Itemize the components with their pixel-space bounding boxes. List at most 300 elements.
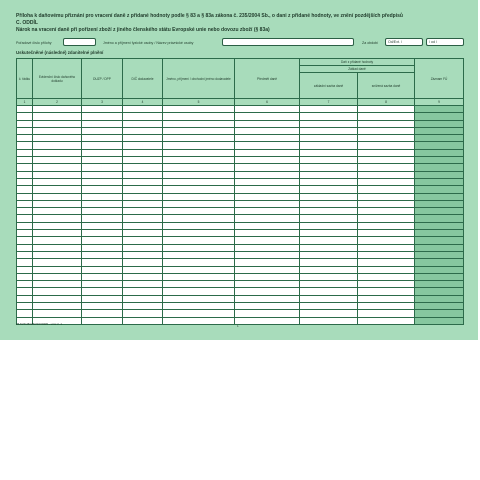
table-cell[interactable]	[235, 244, 300, 251]
table-cell[interactable]	[235, 157, 300, 164]
table-cell[interactable]	[17, 200, 33, 207]
period-to-field[interactable]: / od /	[426, 38, 464, 46]
table-cell[interactable]	[82, 303, 123, 310]
table-cell[interactable]	[82, 200, 123, 207]
table-cell[interactable]	[17, 186, 33, 193]
section-title: Uskutečněné (následné) zdanitelné plnění	[16, 50, 104, 55]
table-cell[interactable]	[123, 281, 163, 288]
table-cell[interactable]	[235, 295, 300, 302]
table-cell[interactable]	[235, 288, 300, 295]
table-cell[interactable]	[17, 157, 33, 164]
table-cell[interactable]	[17, 113, 33, 120]
table-cell[interactable]	[17, 266, 33, 273]
table-cell[interactable]	[123, 113, 163, 120]
table-cell[interactable]	[17, 230, 33, 237]
table-cell[interactable]	[358, 295, 415, 302]
table-cell[interactable]	[82, 222, 123, 229]
column-number: 3	[82, 99, 123, 106]
column-number-row	[17, 99, 464, 106]
table-cell[interactable]	[358, 149, 415, 156]
table-cell[interactable]	[300, 142, 358, 149]
table-cell[interactable]	[358, 310, 415, 317]
table-cell[interactable]	[163, 310, 235, 317]
table-cell[interactable]	[163, 113, 235, 120]
table-cell[interactable]	[358, 200, 415, 207]
table-cell[interactable]	[17, 178, 33, 185]
column-number: 6	[235, 99, 300, 106]
appendix-number-label: Pořadové číslo přílohy	[16, 41, 52, 45]
table-cell[interactable]	[163, 149, 235, 156]
col-header-tax-date: DUZP / DPP	[82, 59, 123, 99]
table-cell[interactable]	[82, 106, 123, 113]
table-cell[interactable]	[300, 281, 358, 288]
table-row	[17, 317, 464, 324]
table-cell[interactable]	[300, 127, 358, 134]
table-row	[17, 200, 464, 207]
table-cell[interactable]	[300, 251, 358, 258]
table-cell[interactable]	[415, 266, 464, 273]
table-cell[interactable]	[235, 317, 300, 324]
table-cell[interactable]	[123, 193, 163, 200]
period-from-field[interactable]: Od/Ext. /	[385, 38, 423, 46]
table-cell[interactable]	[358, 127, 415, 134]
table-cell[interactable]	[300, 157, 358, 164]
table-row	[17, 310, 464, 317]
table-cell[interactable]	[163, 135, 235, 142]
table-cell[interactable]	[163, 237, 235, 244]
table-cell[interactable]	[17, 215, 33, 222]
table-body	[17, 106, 464, 325]
table-cell[interactable]	[33, 237, 82, 244]
table-cell[interactable]	[235, 178, 300, 185]
table-cell[interactable]	[358, 142, 415, 149]
table-cell[interactable]	[415, 120, 464, 127]
table-cell[interactable]	[300, 266, 358, 273]
table-cell[interactable]	[123, 164, 163, 171]
table-cell[interactable]	[235, 230, 300, 237]
table-cell[interactable]	[235, 164, 300, 171]
table-cell[interactable]	[300, 295, 358, 302]
table-cell[interactable]	[33, 244, 82, 251]
table-cell[interactable]	[163, 230, 235, 237]
table-cell[interactable]	[33, 310, 82, 317]
table-cell[interactable]	[123, 251, 163, 258]
table-cell[interactable]	[415, 186, 464, 193]
table-cell[interactable]	[17, 222, 33, 229]
table-cell[interactable]	[235, 193, 300, 200]
table-cell[interactable]	[300, 135, 358, 142]
table-cell[interactable]	[17, 273, 33, 280]
table-cell[interactable]	[123, 135, 163, 142]
table-cell[interactable]	[163, 303, 235, 310]
table-cell[interactable]	[163, 244, 235, 251]
table-cell[interactable]	[33, 113, 82, 120]
table-cell[interactable]	[358, 266, 415, 273]
table-cell[interactable]	[358, 157, 415, 164]
table-cell[interactable]	[17, 281, 33, 288]
table-cell[interactable]	[300, 317, 358, 324]
table-cell[interactable]	[235, 281, 300, 288]
table-cell[interactable]	[300, 208, 358, 215]
table-cell[interactable]	[235, 266, 300, 273]
col-header-reduced-rate: snížená sazba daně	[358, 73, 415, 99]
table-cell[interactable]	[358, 259, 415, 266]
table-cell[interactable]	[17, 288, 33, 295]
table-cell[interactable]	[300, 200, 358, 207]
title-line-3: Nárok na vracení daně při pořízení zboží z jiného členského státu Evropské unie nebo dovozu zboží (§ 83a)	[16, 27, 270, 33]
table-cell[interactable]	[82, 178, 123, 185]
table-cell[interactable]	[300, 310, 358, 317]
table-cell[interactable]	[415, 106, 464, 113]
table-cell[interactable]	[33, 157, 82, 164]
table-cell[interactable]	[82, 317, 123, 324]
table-cell[interactable]	[33, 266, 82, 273]
column-number: 4	[123, 99, 163, 106]
table-cell[interactable]	[123, 149, 163, 156]
table-cell[interactable]	[82, 251, 123, 258]
table-row	[17, 273, 464, 280]
table-cell[interactable]	[358, 208, 415, 215]
table-cell[interactable]	[123, 310, 163, 317]
col-header-supplier-vat-id: DIČ dodavatele	[123, 59, 163, 99]
table-cell[interactable]	[235, 149, 300, 156]
table-cell[interactable]	[358, 164, 415, 171]
table-cell[interactable]	[82, 295, 123, 302]
table-cell[interactable]	[123, 230, 163, 237]
table-cell[interactable]	[33, 215, 82, 222]
table-cell[interactable]	[415, 127, 464, 134]
table-cell[interactable]	[123, 120, 163, 127]
table-cell[interactable]	[17, 303, 33, 310]
table-cell[interactable]	[33, 288, 82, 295]
table-cell[interactable]	[163, 266, 235, 273]
table-cell[interactable]	[82, 149, 123, 156]
table-cell[interactable]	[300, 215, 358, 222]
table-cell[interactable]	[123, 259, 163, 266]
table-cell[interactable]	[235, 200, 300, 207]
table-cell[interactable]	[300, 273, 358, 280]
table-cell[interactable]	[17, 208, 33, 215]
table-cell[interactable]	[235, 237, 300, 244]
table-cell[interactable]	[163, 193, 235, 200]
table-cell[interactable]	[123, 157, 163, 164]
table-cell[interactable]	[33, 149, 82, 156]
table-cell[interactable]	[17, 193, 33, 200]
table-cell[interactable]	[358, 120, 415, 127]
table-cell[interactable]	[17, 127, 33, 134]
table-cell[interactable]	[82, 230, 123, 237]
table-cell[interactable]	[358, 237, 415, 244]
table-cell[interactable]	[163, 317, 235, 324]
appendix-number-field[interactable]	[63, 38, 96, 46]
table-cell[interactable]	[415, 164, 464, 171]
table-row	[17, 193, 464, 200]
table-cell[interactable]	[235, 215, 300, 222]
table-cell[interactable]	[123, 295, 163, 302]
table-cell[interactable]	[163, 295, 235, 302]
form-header-row	[16, 38, 466, 48]
table-cell[interactable]	[82, 120, 123, 127]
table-cell[interactable]	[163, 157, 235, 164]
table-cell[interactable]	[17, 135, 33, 142]
table-cell[interactable]	[33, 251, 82, 258]
table-cell[interactable]	[300, 113, 358, 120]
table-cell[interactable]	[163, 142, 235, 149]
table-cell[interactable]	[123, 288, 163, 295]
table-cell[interactable]	[358, 215, 415, 222]
table-cell[interactable]	[358, 186, 415, 193]
table-cell[interactable]	[33, 171, 82, 178]
table-cell[interactable]	[17, 171, 33, 178]
table-cell[interactable]	[415, 244, 464, 251]
table-cell[interactable]	[358, 273, 415, 280]
table-cell[interactable]	[415, 288, 464, 295]
table-cell[interactable]	[33, 208, 82, 215]
table-cell[interactable]	[123, 244, 163, 251]
table-cell[interactable]	[82, 310, 123, 317]
table-cell[interactable]	[300, 303, 358, 310]
table-cell[interactable]	[300, 186, 358, 193]
table-cell[interactable]	[235, 303, 300, 310]
table-cell[interactable]	[82, 259, 123, 266]
table-cell[interactable]	[17, 142, 33, 149]
table-cell[interactable]	[163, 127, 235, 134]
table-cell[interactable]	[163, 171, 235, 178]
table-cell[interactable]	[33, 273, 82, 280]
table-cell[interactable]	[123, 266, 163, 273]
table-cell[interactable]	[123, 215, 163, 222]
table-cell[interactable]	[300, 244, 358, 251]
table-cell[interactable]	[415, 149, 464, 156]
table-cell[interactable]	[163, 215, 235, 222]
table-cell[interactable]	[33, 127, 82, 134]
table-cell[interactable]	[415, 281, 464, 288]
table-cell[interactable]	[235, 120, 300, 127]
table-cell[interactable]	[17, 237, 33, 244]
table-cell[interactable]	[415, 135, 464, 142]
table-cell[interactable]	[235, 208, 300, 215]
table-cell[interactable]	[300, 149, 358, 156]
table-cell[interactable]	[300, 106, 358, 113]
table-cell[interactable]	[415, 259, 464, 266]
table-cell[interactable]	[123, 127, 163, 134]
table-cell[interactable]	[415, 237, 464, 244]
table-cell[interactable]	[33, 230, 82, 237]
table-cell[interactable]	[235, 127, 300, 134]
table-cell[interactable]	[33, 164, 82, 171]
table-cell[interactable]	[235, 273, 300, 280]
table-cell[interactable]	[300, 193, 358, 200]
table-cell[interactable]	[358, 303, 415, 310]
table-cell[interactable]	[415, 157, 464, 164]
taxpayer-name-field[interactable]	[222, 38, 354, 46]
table-cell[interactable]	[17, 164, 33, 171]
table-cell[interactable]	[415, 303, 464, 310]
column-number: 1	[17, 99, 33, 106]
table-cell[interactable]	[17, 310, 33, 317]
table-cell[interactable]	[358, 171, 415, 178]
table-cell[interactable]	[33, 120, 82, 127]
table-cell[interactable]	[300, 120, 358, 127]
table-cell[interactable]	[33, 178, 82, 185]
table-cell[interactable]	[123, 178, 163, 185]
table-cell[interactable]	[163, 208, 235, 215]
table-cell[interactable]	[415, 171, 464, 178]
table-cell[interactable]	[300, 171, 358, 178]
table-cell[interactable]	[415, 200, 464, 207]
table-cell[interactable]	[358, 222, 415, 229]
table-cell[interactable]	[33, 142, 82, 149]
table-cell[interactable]	[123, 200, 163, 207]
table-cell[interactable]	[163, 251, 235, 258]
table-cell[interactable]	[17, 244, 33, 251]
table-cell[interactable]	[415, 142, 464, 149]
table-cell[interactable]	[163, 273, 235, 280]
table-cell[interactable]	[415, 113, 464, 120]
table-cell[interactable]	[300, 164, 358, 171]
table-cell[interactable]	[33, 106, 82, 113]
table-cell[interactable]	[163, 222, 235, 229]
table-cell[interactable]	[82, 142, 123, 149]
table-cell[interactable]	[163, 120, 235, 127]
table-cell[interactable]	[33, 135, 82, 142]
col-header-row-number: č. řádku	[17, 59, 33, 99]
table-cell[interactable]	[33, 281, 82, 288]
column-number: 2	[33, 99, 82, 106]
table-cell[interactable]	[33, 186, 82, 193]
table-cell[interactable]	[235, 171, 300, 178]
title-line-1: Příloha k daňovému přiznání pro vracení daně z přidané hodnoty podle § 83 a § 83a zákona č. 235/2004 Sb., o dani z přidané hodnoty, ve znění pozdějších předpisů	[16, 13, 403, 19]
table-row	[17, 266, 464, 273]
table-cell[interactable]	[163, 178, 235, 185]
table-cell[interactable]	[33, 222, 82, 229]
table-cell[interactable]	[82, 127, 123, 134]
table-cell[interactable]	[82, 113, 123, 120]
table-cell[interactable]	[358, 244, 415, 251]
table-cell[interactable]	[358, 230, 415, 237]
table-cell[interactable]	[123, 171, 163, 178]
table-cell[interactable]	[415, 178, 464, 185]
table-cell[interactable]	[33, 200, 82, 207]
table-cell[interactable]	[358, 288, 415, 295]
table-cell[interactable]	[300, 259, 358, 266]
table-row	[17, 178, 464, 185]
table-cell[interactable]	[358, 178, 415, 185]
table-cell[interactable]	[415, 273, 464, 280]
table-cell[interactable]	[17, 259, 33, 266]
col-header-tax-base-group: Základ daně	[300, 66, 415, 73]
table-cell[interactable]	[358, 317, 415, 324]
table-cell[interactable]	[82, 157, 123, 164]
table-cell[interactable]	[33, 259, 82, 266]
table-cell[interactable]	[300, 288, 358, 295]
table-row	[17, 303, 464, 310]
table-cell[interactable]	[235, 113, 300, 120]
table-cell[interactable]	[17, 251, 33, 258]
table-cell[interactable]	[82, 266, 123, 273]
table-cell[interactable]	[415, 222, 464, 229]
table-cell[interactable]	[123, 142, 163, 149]
table-cell[interactable]	[300, 230, 358, 237]
table-cell[interactable]	[358, 135, 415, 142]
table-cell[interactable]	[415, 310, 464, 317]
table-cell[interactable]	[123, 317, 163, 324]
table-cell[interactable]	[358, 281, 415, 288]
table-cell[interactable]	[33, 303, 82, 310]
table-cell[interactable]	[17, 149, 33, 156]
table-cell[interactable]	[415, 317, 464, 324]
table-cell[interactable]	[358, 193, 415, 200]
table-cell[interactable]	[82, 215, 123, 222]
table-cell[interactable]	[415, 215, 464, 222]
table-cell[interactable]	[82, 135, 123, 142]
table-cell[interactable]	[163, 288, 235, 295]
table-cell[interactable]	[235, 135, 300, 142]
table-cell[interactable]	[123, 303, 163, 310]
table-cell[interactable]	[82, 193, 123, 200]
table-cell[interactable]	[82, 171, 123, 178]
title-line-2: C. ODDÍL	[16, 20, 38, 26]
table-cell[interactable]	[300, 178, 358, 185]
table-row	[17, 237, 464, 244]
table-cell[interactable]	[163, 186, 235, 193]
table-cell[interactable]	[82, 273, 123, 280]
table-cell[interactable]	[123, 186, 163, 193]
table-cell[interactable]	[235, 106, 300, 113]
table-cell[interactable]	[235, 186, 300, 193]
table-cell[interactable]	[163, 259, 235, 266]
table-cell[interactable]	[82, 186, 123, 193]
table-cell[interactable]	[82, 237, 123, 244]
table-cell[interactable]	[163, 164, 235, 171]
table-cell[interactable]	[358, 106, 415, 113]
table-cell[interactable]	[82, 281, 123, 288]
table-cell[interactable]	[33, 295, 82, 302]
table-cell[interactable]	[235, 251, 300, 258]
table-cell[interactable]	[415, 208, 464, 215]
table-cell[interactable]	[300, 222, 358, 229]
table-cell[interactable]	[123, 273, 163, 280]
table-cell[interactable]	[358, 251, 415, 258]
table-cell[interactable]	[82, 164, 123, 171]
table-cell[interactable]	[235, 142, 300, 149]
table-cell[interactable]	[82, 244, 123, 251]
table-cell[interactable]	[17, 106, 33, 113]
table-cell[interactable]	[415, 193, 464, 200]
table-cell[interactable]	[300, 237, 358, 244]
table-row	[17, 113, 464, 120]
table-cell[interactable]	[415, 230, 464, 237]
table-cell[interactable]	[358, 113, 415, 120]
table-cell[interactable]	[123, 208, 163, 215]
table-cell[interactable]	[17, 120, 33, 127]
table-cell[interactable]	[163, 281, 235, 288]
table-cell[interactable]	[163, 106, 235, 113]
table-cell[interactable]	[123, 237, 163, 244]
table-cell[interactable]	[415, 251, 464, 258]
table-cell[interactable]	[235, 222, 300, 229]
table-cell[interactable]	[33, 193, 82, 200]
table-cell[interactable]	[235, 259, 300, 266]
table-cell[interactable]	[235, 310, 300, 317]
table-cell[interactable]	[163, 200, 235, 207]
table-cell[interactable]	[123, 106, 163, 113]
table-cell[interactable]	[82, 288, 123, 295]
table-cell[interactable]	[17, 295, 33, 302]
table-cell[interactable]	[82, 208, 123, 215]
table-cell[interactable]	[415, 295, 464, 302]
table-cell[interactable]	[123, 222, 163, 229]
